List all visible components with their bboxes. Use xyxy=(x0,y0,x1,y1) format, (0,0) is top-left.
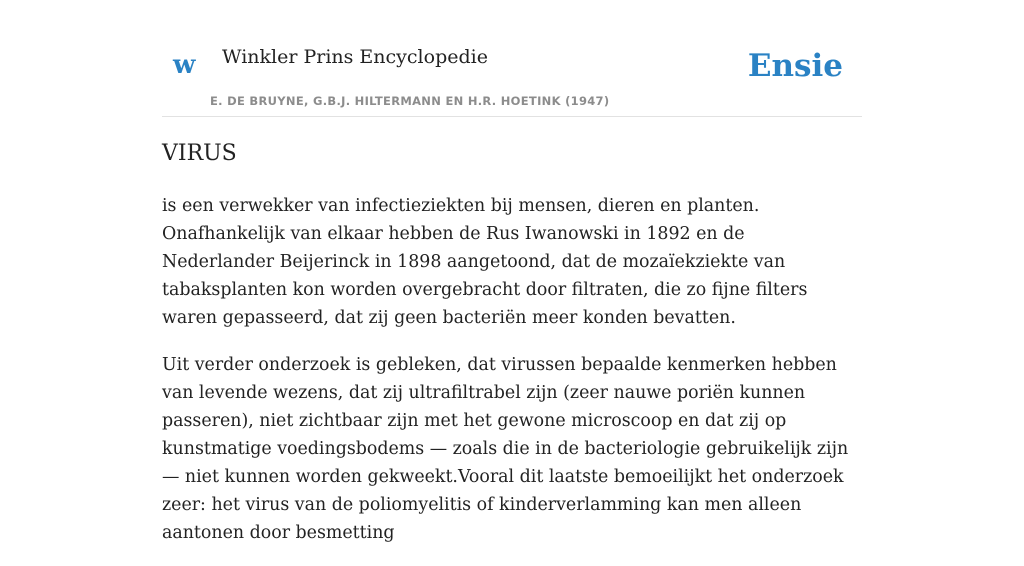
article-body xyxy=(162,192,862,566)
authors-line: E. DE BRUYNE, G.B.J. HILTERMANN EN H.R. HOETINK (1947) xyxy=(210,94,610,108)
page-header xyxy=(162,0,862,117)
article-paragraph: Uit verder onderzoek is gebleken, dat virussen bepaalde kenmerken hebben van levende wezens, dat zij ultrafiltrabel zijn (zeer nauwe poriën kunnen passeren), niet zichtbaar zijn met het gewone microscoop en dat zij op kunstmatige voedingsbodems — zoals die in de bacteriologie gebruikelijk zijn — niet kunnen worden gekweekt.Vooral dit laatste bemoeilijkt het onderzoek zeer: het virus van de poliomyelitis of kinderverlamming kan men alleen aantonen door besmetting xyxy=(162,355,849,543)
article-title: VIRUS xyxy=(162,141,237,166)
article-paragraph: is een verwekker van infectieziekten bij mensen, dieren en planten. Onafhankelijk van elkaar hebben de Rus Iwanowski in 1892 en de Nederlander Beijerinck in 1898 aangetoond, dat de mozaïekziekte van tabaksplanten kon worden overgebracht door filtraten, die zo fijne filters waren gepasseerd, dat zij geen bacteriën meer konden bevatten. xyxy=(162,196,808,328)
source-title[interactable]: Winkler Prins Encyclopedie xyxy=(222,46,488,68)
ensie-brand-logo[interactable]: Ensie xyxy=(747,48,843,84)
winkler-prins-logo[interactable]: w xyxy=(173,50,196,80)
